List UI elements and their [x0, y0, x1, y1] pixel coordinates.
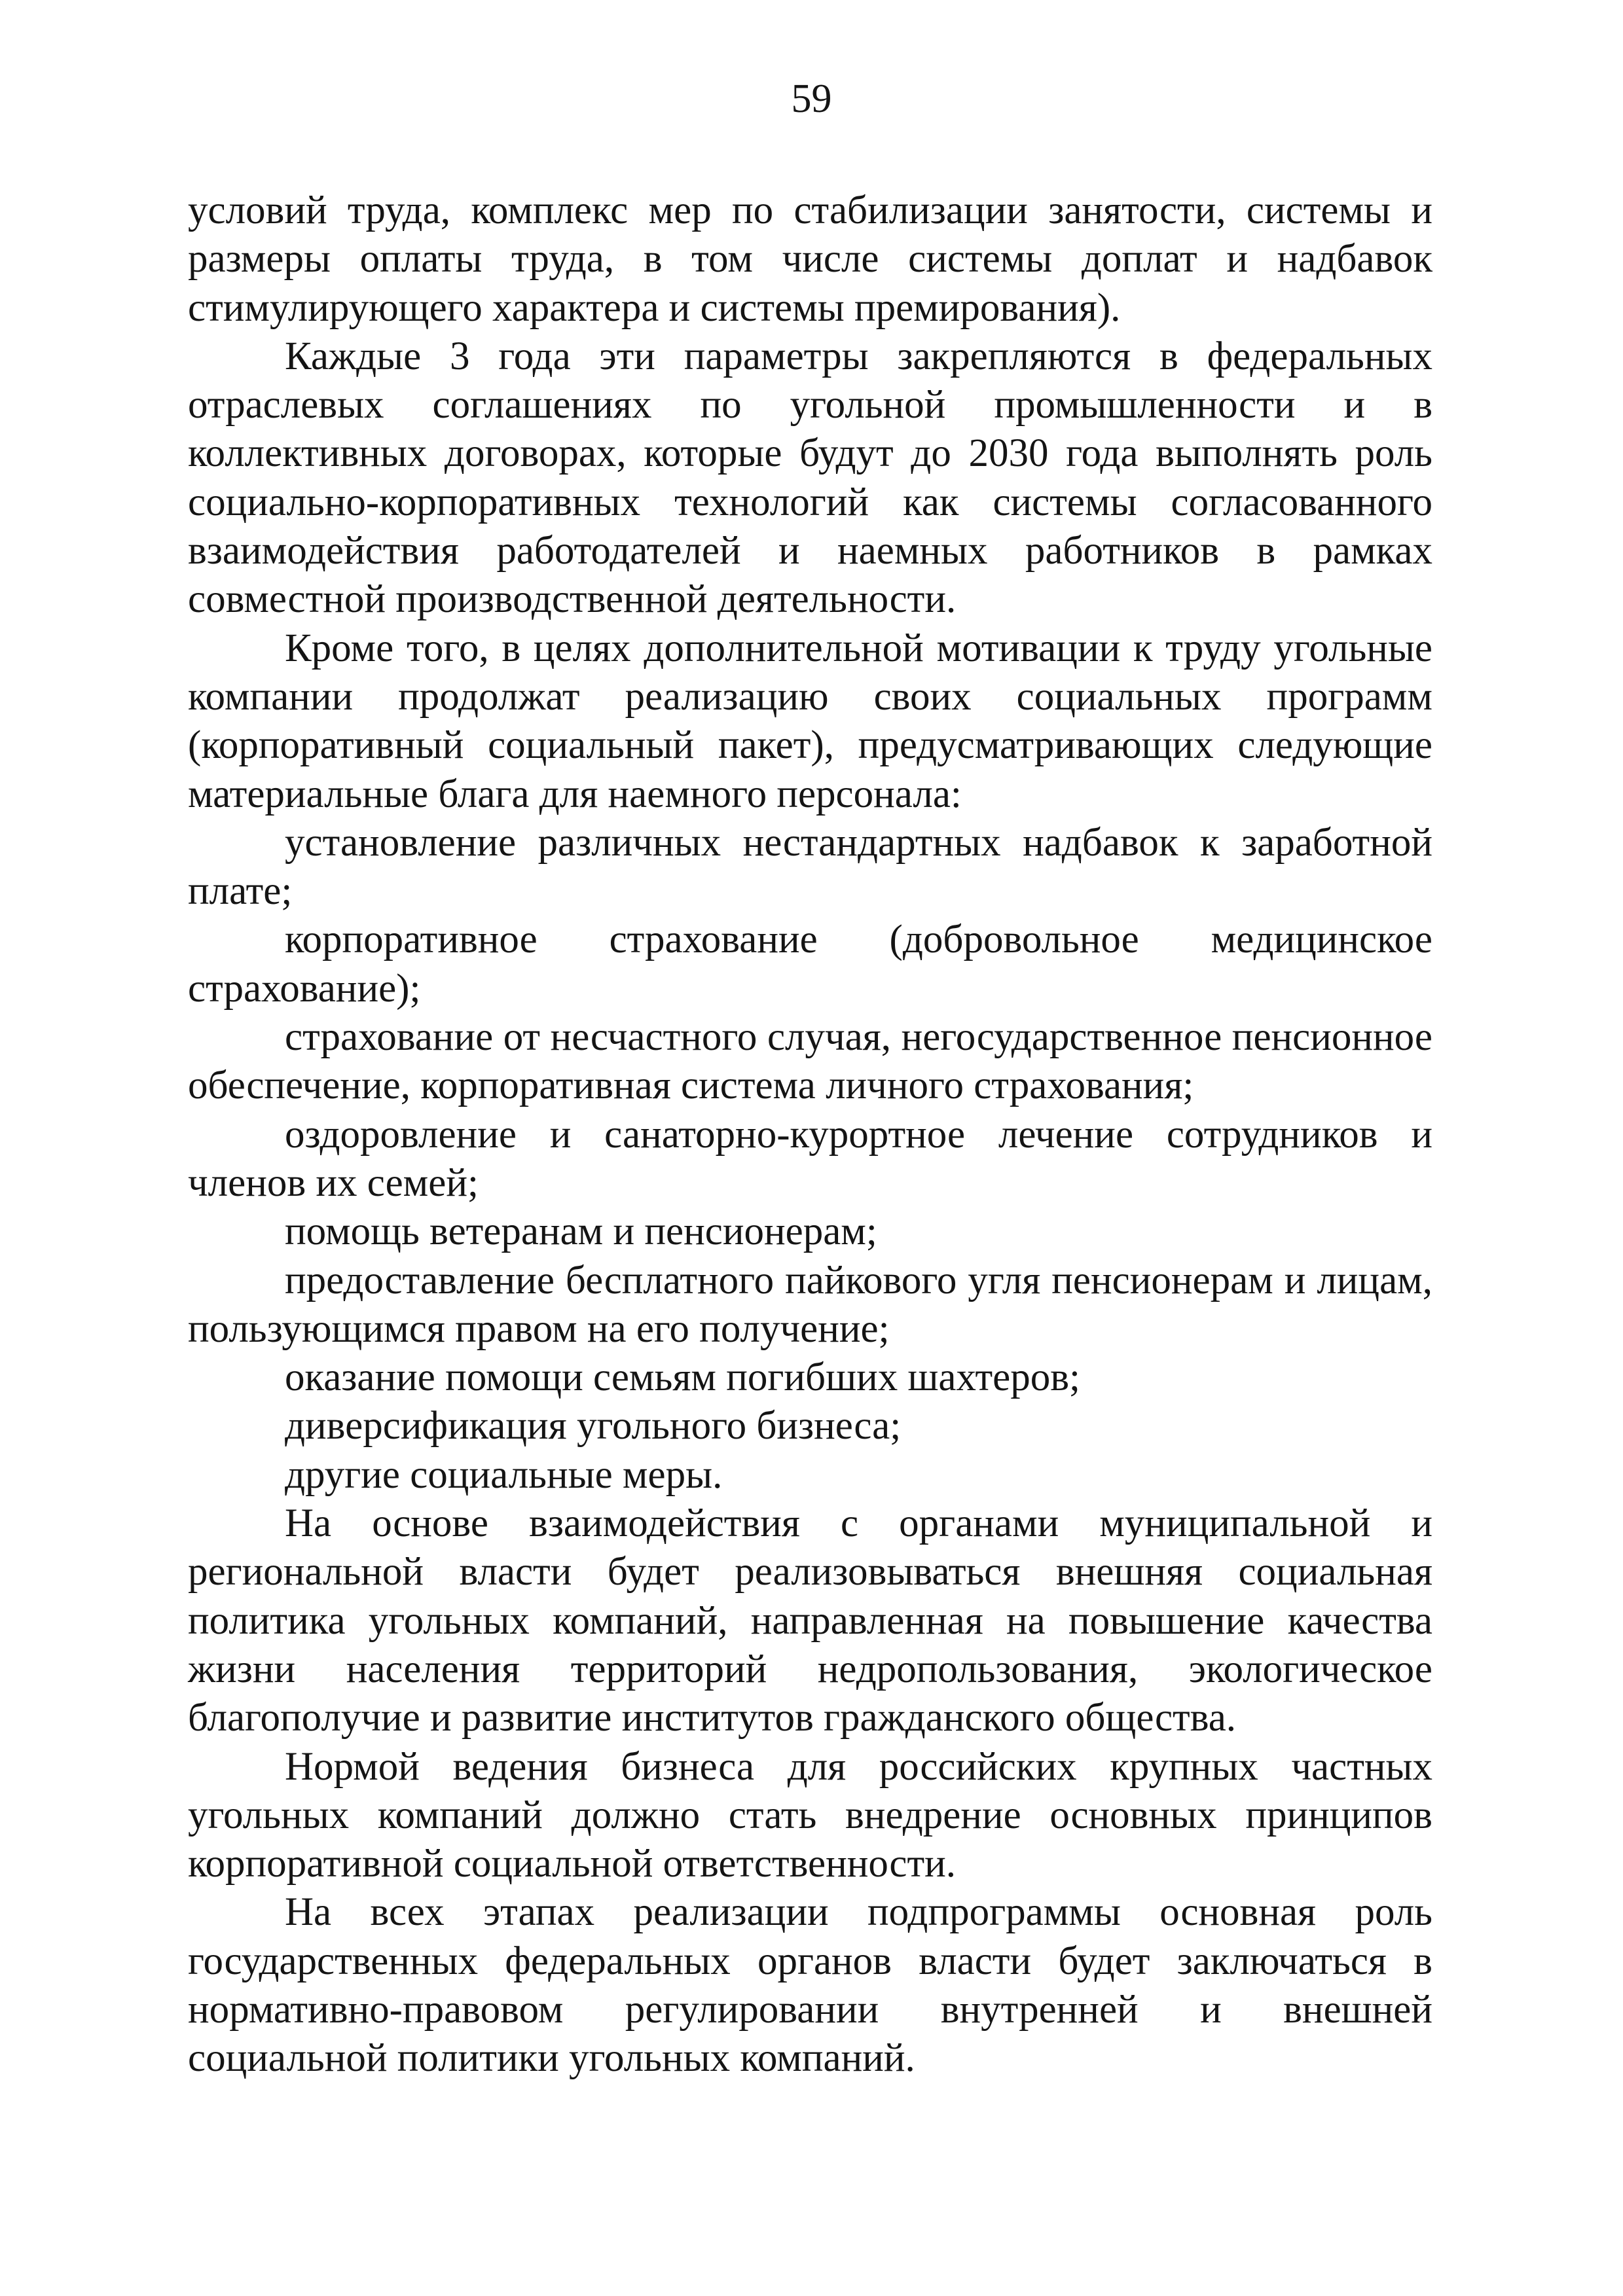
list-item: страхование от несчастного случая, негосударственное пенсионное обеспечение, корпоративная система личного страхования; — [188, 1015, 1432, 1108]
list-item: предоставление бесплатного пайкового угля пенсионерам и лицам, пользующимся правом на его получение; — [188, 1258, 1432, 1351]
paragraph-social-programs: Кроме того, в целях дополнительной мотивации к труду угольные компании продолжат реализацию своих социальных программ (корпоративный социальный пакет), предусматривающих следующие материальные блага для наемного персонала: — [188, 626, 1432, 816]
list-item: помощь ветеранам и пенсионерам; — [285, 1210, 877, 1254]
page-number: 59 — [791, 77, 832, 121]
paragraph-business-norm: Нормой ведения бизнеса для российских крупных частных угольных компаний должно стать внедрение основных принципов корпоративной социальной ответственности. — [188, 1744, 1432, 1886]
paragraph-external-policy: На основе взаимодействия с органами муниципальной и региональной власти будет реализовываться внешняя социальная политика угольных компаний, направленная на повышение качества жизни населения территорий недропользования, экологическое благополучие и развитие институтов гражданского общества. — [188, 1501, 1432, 1740]
document-body — [188, 187, 1432, 2083]
list-item: установление различных нестандартных надбавок к заработной плате; — [188, 820, 1432, 914]
paragraph-agreements: Каждые 3 года эти параметры закрепляются в федеральных отраслевых соглашениях по угольной промышленности и в коллективных договорах, которые будут до 2030 года выполнять роль социально-корпоративных технологий как системы согласованного взаимодействия работодателей и наемных работников в рамках совместной производственной деятельности. — [188, 334, 1432, 622]
list-item: другие социальные меры. — [285, 1452, 723, 1497]
paragraph-continuation: условий труда, комплекс мер по стабилизации занятости, системы и размеры оплаты труда, в том числе системы доплат и надбавок стимулирующего характера и системы премирования). — [188, 188, 1432, 330]
paragraph-state-role: На всех этапах реализации подпрограммы основная роль государственных федеральных органов власти будет заключаться в нормативно-правовом регулировании внутренней и внешней социальной политики угольных компаний. — [188, 1890, 1432, 2081]
list-item: оказание помощи семьям погибших шахтеров; — [285, 1355, 1080, 1400]
list-item: корпоративное страхование (добровольное медицинское страхование); — [188, 918, 1432, 1011]
list-item: диверсификация угольного бизнеса; — [285, 1404, 902, 1448]
list-item: оздоровление и санаторно-курортное лечение сотрудников и членов их семей; — [188, 1112, 1432, 1205]
